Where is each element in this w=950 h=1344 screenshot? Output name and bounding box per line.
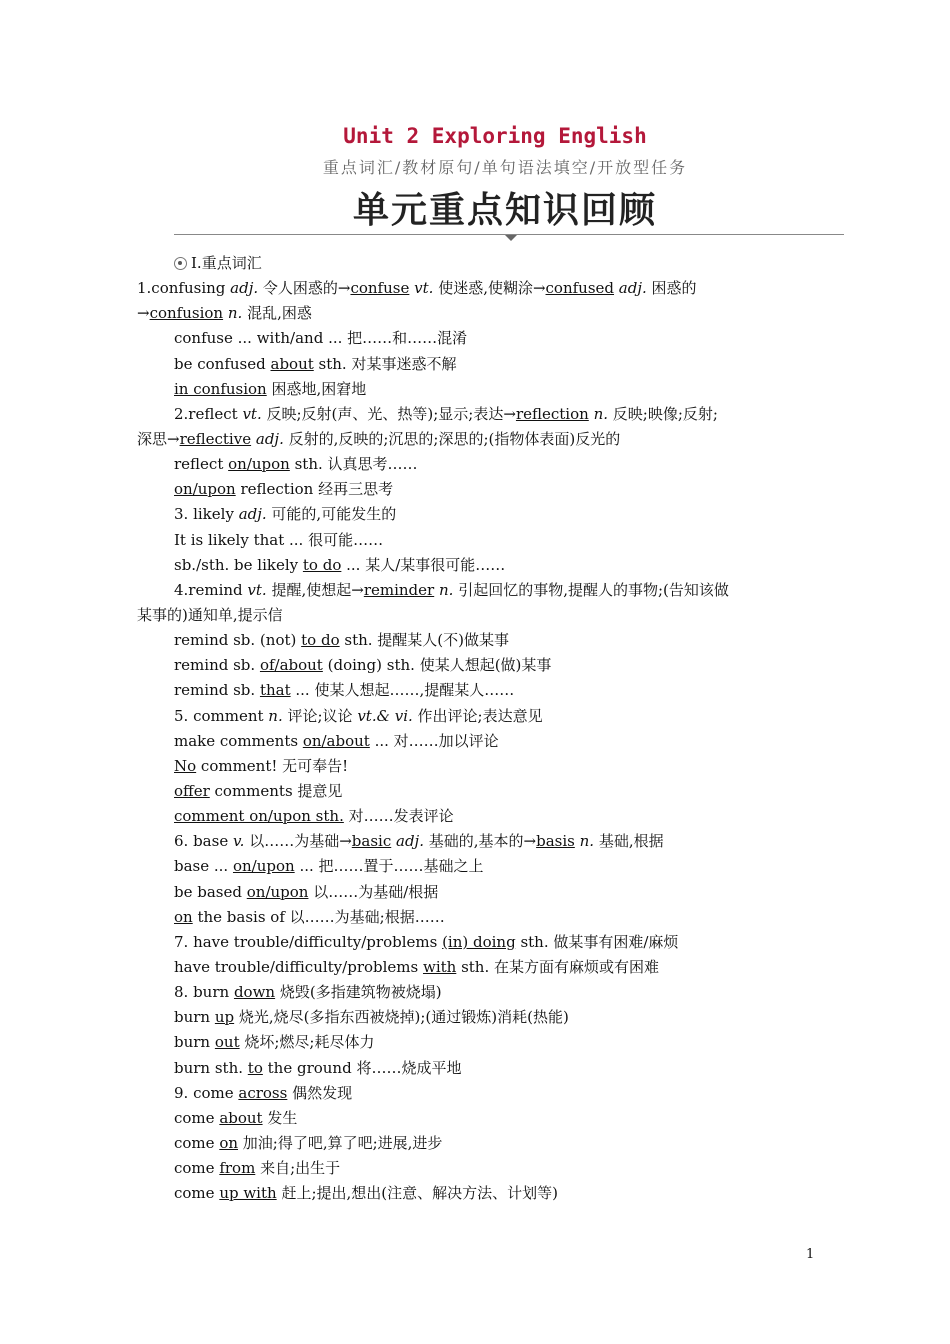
line-text: (doing) sth. 使某人想起(做)某事 [322, 656, 552, 675]
part-of-speech: adj. [255, 429, 284, 448]
line-text: sth. 认真思考…… [289, 455, 418, 474]
vocab-line [137, 452, 827, 477]
line-text: burn [174, 1008, 215, 1027]
line-text: 某事的)通知单,提示信 [137, 605, 283, 624]
line-text: ... 使某人想起……,提醒某人…… [290, 681, 515, 700]
line-text: come [174, 1108, 220, 1127]
answer-text: of/about [259, 656, 323, 675]
vocab-line [137, 427, 827, 452]
line-text: 烧毁(多指建筑物被烧塌) [275, 983, 442, 1002]
vocab-line [137, 628, 827, 653]
line-text: 评论;议论 [282, 706, 358, 725]
line-text: 基础,根据 [594, 832, 664, 851]
answer-text: to [247, 1058, 263, 1077]
page-title: 单元重点知识回顾 [352, 190, 657, 231]
line-text: 5. comment [174, 706, 269, 725]
part-of-speech: adj. [396, 832, 424, 851]
answer-text: that [259, 681, 291, 700]
line-text: 9. come [174, 1083, 239, 1102]
vocab-line [137, 352, 827, 377]
line-text: 提醒,使想起→ [266, 580, 364, 599]
vocab-line [137, 1056, 827, 1081]
line-text: ... 把……置于……基础之上 [294, 857, 484, 876]
answer-text: offer [174, 781, 210, 800]
line-text: the ground 将……烧成平地 [262, 1058, 462, 1077]
line-text: come [174, 1133, 220, 1152]
vocab-line [137, 980, 827, 1005]
line-text: come [174, 1184, 220, 1203]
line-text: 7. have trouble/difficulty/problems [174, 932, 443, 951]
line-text: comments 提意见 [209, 781, 343, 800]
line-text: 使迷惑,使糊涂→ [433, 279, 546, 298]
answer-text: on/upon [232, 857, 295, 876]
answer-text: on [219, 1133, 239, 1152]
vocab-line [137, 502, 827, 527]
line-text: make comments [174, 731, 303, 750]
answer-text: about [219, 1108, 263, 1127]
answer-text: out [214, 1033, 240, 1052]
line-text: remind sb. [174, 656, 260, 675]
vocab-line [137, 779, 827, 804]
line-text: 深思→ [137, 429, 180, 448]
answer-text: basis [536, 832, 575, 851]
part-of-speech: adj. [618, 279, 647, 298]
vocab-line [137, 1005, 827, 1030]
vocab-line [137, 854, 827, 879]
line-text: 困惑的 [646, 279, 697, 298]
line-text: 引起回忆的事物,提醒人的事物;(告知该做 [453, 580, 729, 599]
vocabulary-content [137, 251, 827, 1206]
line-text: the basis of 以……为基础;根据…… [192, 907, 445, 926]
line-text: 反映;映像;反射; [608, 404, 718, 423]
part-of-speech: vt. [247, 580, 267, 599]
answer-text: up [214, 1008, 235, 1027]
answer-text: from [219, 1159, 256, 1178]
vocab-line [137, 276, 827, 301]
line-text: reflection 经再三思考 [235, 480, 394, 499]
part-of-speech: n. [579, 832, 595, 851]
answer-text: No [174, 756, 197, 775]
vocab-line [137, 955, 827, 980]
line-text: 赶上;提出,想出(注意、解决方法、计划等) [276, 1184, 558, 1203]
part-of-speech: adj. [230, 279, 259, 298]
line-text: 烧光,烧尽(多指东西被烧掉);(通过锻炼)消耗(热能) [234, 1008, 569, 1027]
line-text: 反射的,反映的;沉思的;深思的;(指物体表面)反光的 [283, 429, 621, 448]
line-text: 反映;反射(声、光、热等);显示;表达→ [261, 404, 516, 423]
line-text: confuse ... with/and ... 把……和……混淆 [174, 329, 468, 348]
vocab-line [137, 804, 827, 829]
part-of-speech: n. [593, 404, 609, 423]
divider-arrow-icon [505, 235, 517, 241]
answer-text: down [233, 983, 276, 1002]
line-text: 4.remind [174, 580, 248, 599]
part-of-speech: n. [268, 706, 283, 725]
line-text: 基础的,基本的→ [423, 832, 537, 851]
answer-text: across [238, 1083, 288, 1102]
vocab-line [137, 704, 827, 729]
answer-text: on/about [302, 731, 370, 750]
line-text: sth. 在某方面有麻烦或有困难 [456, 957, 660, 976]
vocab-line [137, 603, 827, 628]
line-text: 混乱,困惑 [242, 304, 312, 323]
line-text: base ... [174, 857, 233, 876]
vocab-line [137, 1081, 827, 1106]
line-text: 对……发表评论 [343, 807, 454, 826]
section-heading [137, 251, 827, 276]
page-number: 1 [806, 1247, 815, 1262]
line-text: sth. 提醒某人(不)做某事 [339, 631, 510, 650]
answer-text: on/upon [246, 882, 309, 901]
vocab-line [137, 1030, 827, 1055]
vocab-line [137, 653, 827, 678]
vocab-line [137, 528, 827, 553]
section-label: Ⅰ.重点词汇 [191, 254, 262, 272]
line-text: 6. base [174, 832, 233, 851]
answer-text: to do [301, 631, 340, 650]
answer-text: (in) doing [442, 932, 516, 951]
part-of-speech: vt.& vi. [357, 706, 413, 725]
answer-text: reflective [179, 429, 252, 448]
answer-text: on/upon [228, 455, 290, 474]
line-text: ... 对……加以评论 [369, 731, 499, 750]
answer-text: confusion [149, 304, 224, 323]
vocab-line [137, 402, 827, 427]
vocab-line [137, 678, 827, 703]
line-text: 以……为基础/根据 [308, 882, 439, 901]
line-text: burn [174, 1033, 215, 1052]
line-text: sb./sth. be likely [174, 555, 303, 574]
vocab-line [137, 829, 827, 854]
line-text: reflect [174, 455, 229, 474]
vocab-line [137, 377, 827, 402]
line-text: remind sb. (not) [174, 631, 302, 650]
answer-text: on [174, 907, 193, 926]
line-text: 8. burn [174, 983, 234, 1002]
line-text: 3. likely [174, 505, 239, 524]
vocab-line [137, 754, 827, 779]
answer-text: on/upon [174, 480, 236, 499]
line-text: 以……为基础→ [244, 832, 352, 851]
part-of-speech: vt. [242, 404, 262, 423]
part-of-speech: n. [227, 304, 243, 323]
part-of-speech: vt. [414, 279, 434, 298]
line-text: 困惑地,困窘地 [266, 379, 367, 398]
unit-title: Unit 2 Exploring English [343, 124, 647, 148]
answer-text: up with [219, 1184, 277, 1203]
line-text: burn sth. [174, 1058, 248, 1077]
line-text: 来自;出生于 [255, 1159, 341, 1178]
vocabulary-lines [137, 276, 827, 1206]
part-of-speech: v. [232, 832, 245, 851]
answer-text: with [422, 957, 457, 976]
part-of-speech: n. [438, 580, 454, 599]
line-text: 作出评论;表达意见 [412, 706, 543, 725]
vocab-line [137, 905, 827, 930]
line-text: 令人困惑的→ [258, 279, 351, 298]
line-text: 烧坏;燃尽;耗尽体力 [239, 1033, 375, 1052]
answer-text: reflection [515, 404, 589, 423]
line-text: 加油;得了吧,算了吧;进展,进步 [238, 1133, 443, 1152]
answer-text: in confusion [174, 379, 267, 398]
answer-text: confused [545, 279, 615, 298]
line-text: 发生 [262, 1108, 298, 1127]
vocab-line [137, 930, 827, 955]
line-text: → [137, 304, 150, 323]
vocab-line [137, 553, 827, 578]
line-text: have trouble/difficulty/problems [174, 957, 423, 976]
vocab-line [137, 1131, 827, 1156]
vocab-line [137, 1106, 827, 1131]
vocab-line [137, 880, 827, 905]
line-text: It is likely that ... 很可能…… [174, 530, 384, 549]
vocab-line [137, 1156, 827, 1181]
part-of-speech: adj. [238, 505, 267, 524]
line-text: comment! 无可奉告! [196, 756, 349, 775]
line-text: be based [174, 882, 247, 901]
answer-text: confuse [350, 279, 410, 298]
line-text: ... 某人/某事很可能…… [341, 555, 506, 574]
answer-text: comment on/upon sth. [174, 807, 344, 826]
vocab-line [137, 729, 827, 754]
answer-text: about [270, 354, 314, 373]
answer-text: to do [302, 555, 342, 574]
line-text: 1.confusing [137, 279, 231, 298]
line-text: 2.reflect [174, 404, 243, 423]
line-text: sth. 做某事有困难/麻烦 [515, 932, 679, 951]
line-text: 偶然发现 [287, 1083, 353, 1102]
answer-text: basic [351, 832, 392, 851]
line-text: be confused [174, 354, 271, 373]
vocab-line [137, 477, 827, 502]
vocab-line [137, 326, 827, 351]
vocab-line [137, 578, 827, 603]
line-text: remind sb. [174, 681, 260, 700]
line-text: 可能的,可能发生的 [266, 505, 397, 524]
section-subtitle: 重点词汇/教材原句/单句语法填空/开放型任务 [322, 158, 688, 177]
radio-bullet-icon [174, 257, 187, 270]
line-text: come [174, 1159, 220, 1178]
answer-text: reminder [363, 580, 435, 599]
vocab-line [137, 1181, 827, 1206]
line-text: sth. 对某事迷惑不解 [313, 354, 457, 373]
vocab-line [137, 301, 827, 326]
